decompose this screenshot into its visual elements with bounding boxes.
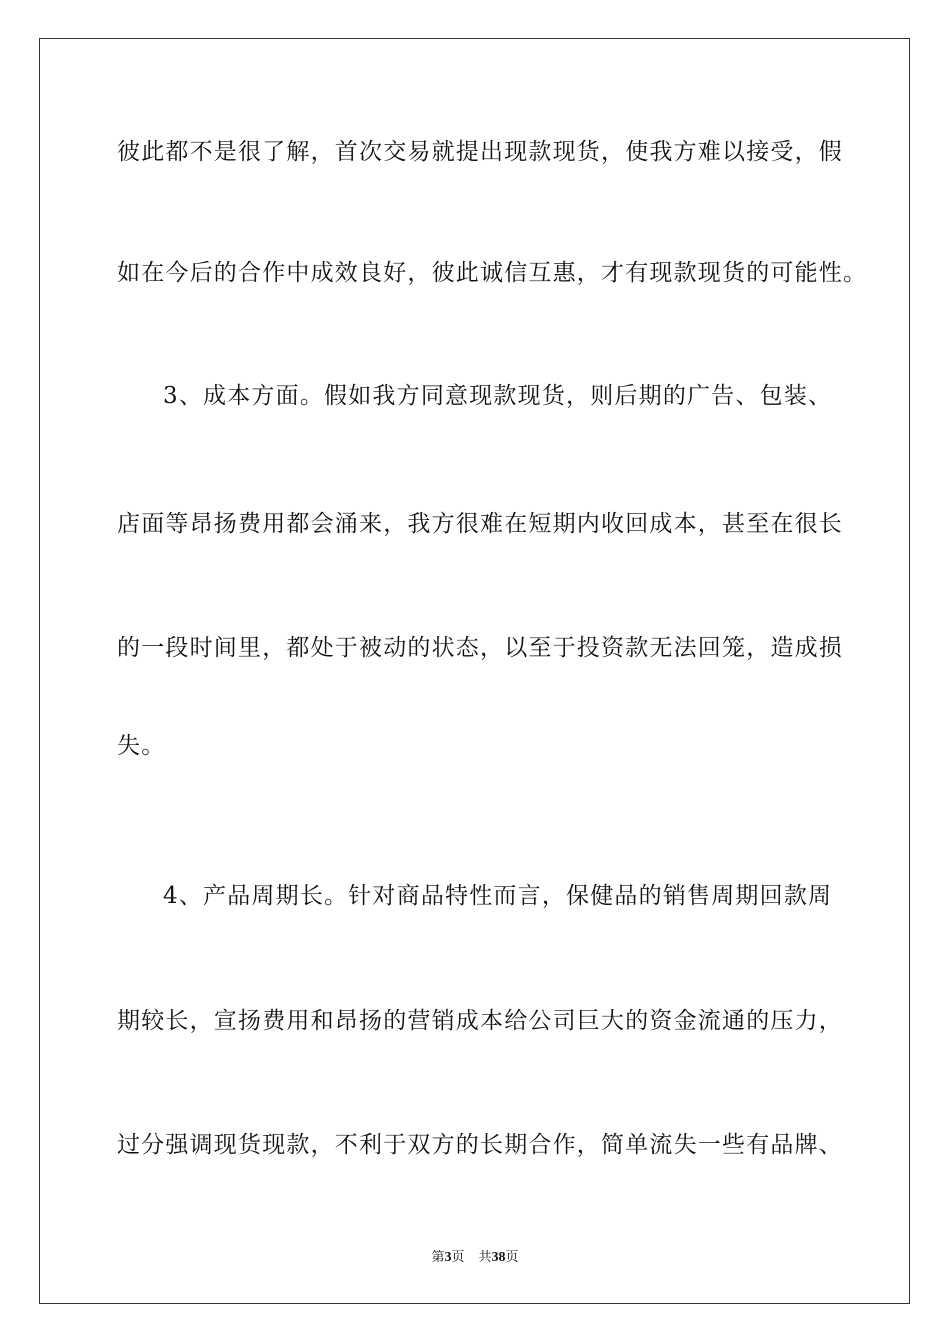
text-line: 的一段时间里，都处于被动的状态，以至于投资款无法回笼，造成损 [117,635,843,661]
total-prefix: 共 [478,1250,492,1265]
total-unit: 页 [505,1250,519,1265]
text-line: 过分强调现货现款，不利于双方的长期合作，简单流失一些有品牌、 [117,1132,843,1158]
page-number: 3 [444,1250,452,1265]
text-line: 彼此都不是很了解，首次交易就提出现款现货，使我方难以接受，假 [117,139,843,165]
text-line: 店面等昂扬费用都会涌来，我方很难在短期内收回成本，甚至在很长 [117,511,843,537]
total-pages: 38 [491,1250,506,1265]
text-line: 如在今后的合作中成效良好，彼此诚信互惠，才有现款现货的可能性。 [117,260,868,286]
text-line: 期较长，宣扬费用和昂扬的营销成本给公司巨大的资金流通的压力， [117,1008,843,1034]
page-unit: 页 [451,1250,465,1265]
page-prefix: 第 [431,1250,445,1265]
page-footer [0,1246,950,1266]
text-line: 失。 [117,733,166,759]
page-border [39,38,910,1304]
text-line: 4、产品周期长。针对商品特性而言，保健品的销售周期回款周 [163,883,833,909]
text-line: 3、成本方面。假如我方同意现款现货，则后期的广告、包装、 [163,383,833,409]
